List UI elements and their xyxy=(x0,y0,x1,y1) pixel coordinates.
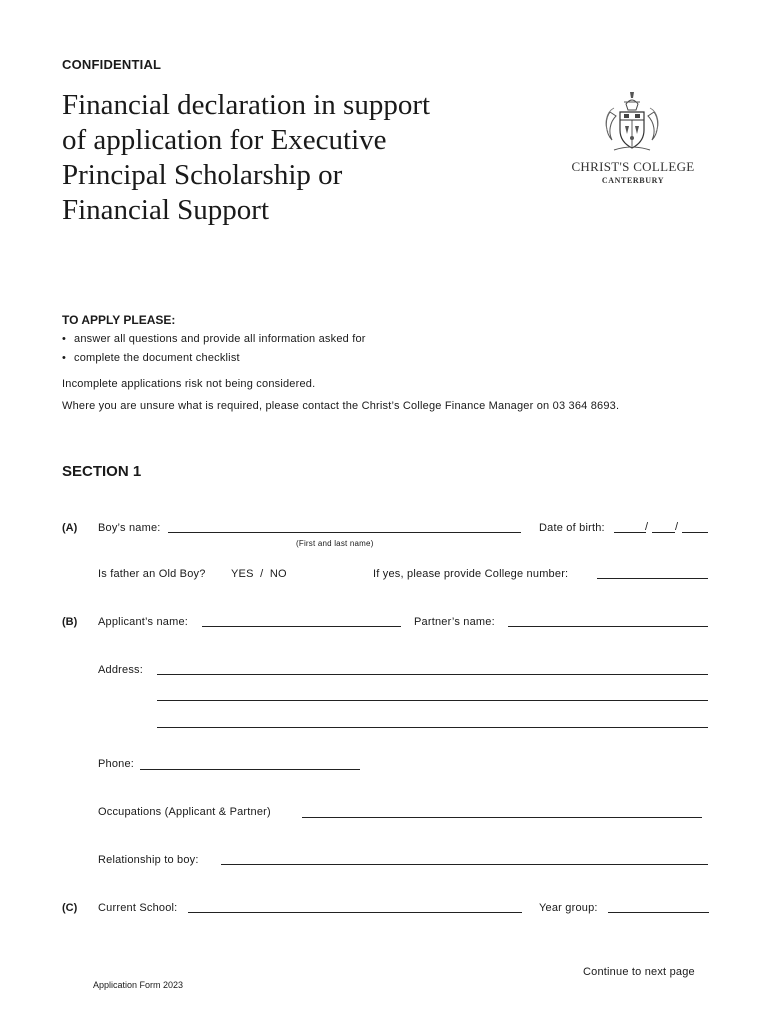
footer-label: Application Form 2023 xyxy=(93,980,184,990)
occupations-label: Occupations (Applicant & Partner) xyxy=(98,806,271,818)
applicant-name-label: Applicant’s name: xyxy=(98,616,189,628)
instruction-note: Where you are unsure what is required, please contact the Christ’s College Finance Manager on 03 364 8693. xyxy=(62,400,620,412)
relationship-label: Relationship to boy: xyxy=(98,854,199,866)
dob-separator: / xyxy=(645,521,649,533)
bullet-icon: • xyxy=(62,333,67,345)
item-key-a: (A) xyxy=(62,522,78,534)
dob-day-field[interactable] xyxy=(614,532,646,533)
year-group-field[interactable] xyxy=(608,912,709,913)
occupations-field[interactable] xyxy=(302,817,702,818)
college-number-field[interactable] xyxy=(597,578,708,579)
title-line: Financial Support xyxy=(62,194,270,226)
title-line: Financial declaration in support xyxy=(62,89,431,121)
current-school-label: Current School: xyxy=(98,902,178,914)
phone-field[interactable] xyxy=(140,769,360,770)
phone-label: Phone: xyxy=(98,758,135,770)
boys-name-label: Boy’s name: xyxy=(98,522,161,534)
year-group-label: Year group: xyxy=(539,902,598,914)
instruction-note: Incomplete applications risk not being considered. xyxy=(62,378,316,390)
partner-name-field[interactable] xyxy=(508,626,708,627)
page-title xyxy=(62,88,532,228)
college-logo xyxy=(566,90,700,190)
applicant-name-field[interactable] xyxy=(202,626,401,627)
title-line: Principal Scholarship or xyxy=(62,159,343,191)
bullet-icon: • xyxy=(62,352,67,364)
dob-year-field[interactable] xyxy=(682,532,708,533)
address-label: Address: xyxy=(98,664,144,676)
title-line: of application for Executive xyxy=(62,124,387,156)
college-number-label: If yes, please provide College number: xyxy=(373,568,569,580)
logo-subtitle: CANTERBURY xyxy=(601,176,665,185)
item-key-b: (B) xyxy=(62,616,78,628)
item-key-c: (C) xyxy=(62,902,78,914)
instruction-bullet xyxy=(62,333,366,345)
boys-name-field[interactable] xyxy=(168,532,521,533)
old-boy-label: Is father an Old Boy? xyxy=(98,568,206,580)
dob-separator: / xyxy=(675,521,679,533)
dob-label: Date of birth: xyxy=(539,522,605,534)
relationship-field[interactable] xyxy=(221,864,708,865)
dob-month-field[interactable] xyxy=(652,532,675,533)
first-last-hint: (First and last name) xyxy=(296,539,374,548)
current-school-field[interactable] xyxy=(188,912,522,913)
section-title: SECTION 1 xyxy=(62,463,142,480)
address-field-line-1[interactable] xyxy=(157,674,708,675)
address-field-line-2[interactable] xyxy=(157,700,708,701)
continue-note: Continue to next page xyxy=(583,966,695,978)
old-boy-options[interactable]: YES / NO xyxy=(231,568,287,580)
instruction-bullet xyxy=(62,352,240,364)
bullet-text: complete the document checklist xyxy=(74,352,240,364)
confidential-label: CONFIDENTIAL xyxy=(62,57,162,72)
bullet-text: answer all questions and provide all information asked for xyxy=(74,333,366,345)
logo-name: CHRIST'S COLLEGE xyxy=(571,159,695,174)
partner-name-label: Partner’s name: xyxy=(414,616,495,628)
crest-icon xyxy=(602,90,662,154)
address-field-line-3[interactable] xyxy=(157,727,708,728)
instructions-heading: TO APPLY PLEASE: xyxy=(62,313,176,327)
